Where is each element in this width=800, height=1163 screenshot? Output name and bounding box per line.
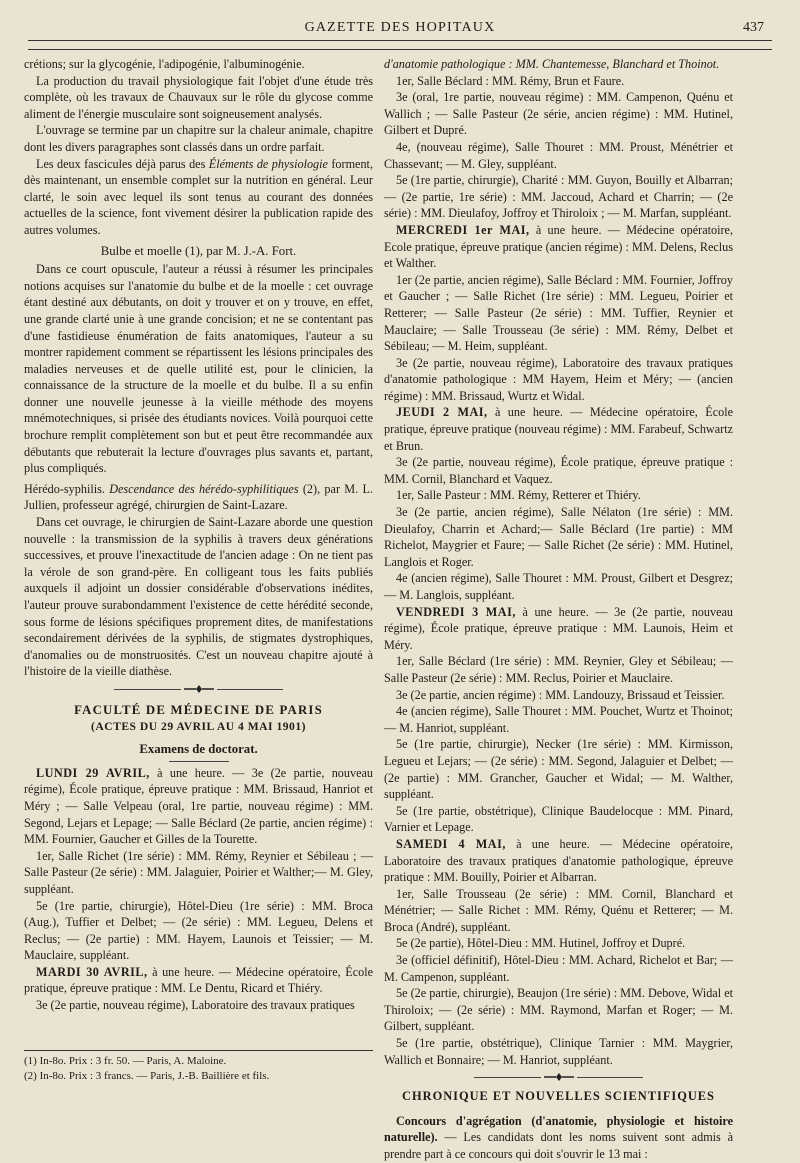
day-label: LUNDI 29 AVRIL,	[36, 765, 150, 780]
exam-entry: 5e (1re partie, chirurgie), Necker (1re série) : MM. Kirmisson, Legueu et Lejars; — (2e série) : MM. Segond, Jalaguier et Delbet; — (2e partie) : MM. Grancher, Gaucher et Widal; — M. Walther, suppléant.	[384, 737, 733, 802]
text-run: — Les candidats dont les noms suivent sont admis à prendre part à ce concours qui doit s'ouvrir le 13 mai :	[384, 1130, 733, 1161]
faculty-dates: (ACTES DU 29 AVRIL AU 4 MAI 1901)	[90, 719, 306, 733]
text-run: forment, dès maintenant, un ensemble complet sur la nutrition en général. Leur clarté, le soin avec lequel ils sont tenus au courant des données actuelles de la science, font vivement désirer la publication rapide des autres volumes.	[24, 156, 373, 237]
paragraph: Dans cet ouvrage, le chirurgien de Saint-Lazare aborde une question nouvelle : la transmission de la syphilis à travers deux générations successives, et prouve l'inexactitude de l'ancien adage : On ne tient pas la vérole de son grand-père. En colligeant tous les faits publiés auxquels il adjoint un dossier considérable d'observations inédites, l'auteur prouve surabondamment l'existence de cette hérédité seconde, sous forme de lésions spécifiques proprement dites, de manifestations secondairement dérivées de la syphilis, de stigmates dystrophiques, d'anomalies ou de monstruosités. C'est un nouveau chapitre ajouté à l'histoire de la vieille diathèse.	[24, 515, 373, 679]
short-divider	[169, 761, 229, 762]
day-label: MARDI 30 AVRIL,	[36, 964, 148, 979]
journal-title: GAZETTE DES HOPITAUX	[304, 20, 496, 35]
exam-entry	[384, 222, 733, 272]
exam-entry: 3e (officiel définitif), Hôtel-Dieu : MM. Achard, Richelot et Bar; — M. Campenon, suppléant.	[384, 953, 733, 984]
exam-entry	[24, 964, 373, 997]
book-title: Descendance des hérédo-syphilitiques	[109, 481, 299, 496]
day-label: VENDREDI 3 MAI,	[396, 604, 516, 619]
exam-entry: 5e (1re partie, chirurgie), Charité : MM. Guyon, Bouilly et Albarran; — (2e partie, 1re série) : MM. Jaccoud, Achard et Charrin; — (2e série) : MM. Dieulafoy, Joffroy et Thiroloix ; — M. Marfan, suppléant.	[384, 173, 733, 221]
paragraph: Dans ce court opuscule, l'auteur a réussi à résumer les principales notions acquises sur l'anatomie du bulbe et de la moelle : cet ouvrage étant destiné aux débutants, on doit y trouver et on y trouve, en effet, une grande clarté unie à une grande concision; et ne se contentant pas d'une fastidieuse énumération de faits anatomiques, l'auteur a su montrer rapidement comment se répartissent les lésions principales des maladies nerveuses et de quelle utilité est, pour le clinicien, la connaissance de la structure de la moelle et du bulbe. Il a su enfin donner une nouvelle jeunesse à la vieille méthode des moyens mnémotechniques, si prisée des étudiants novices. Voilà pourquoi cette brochure remplit complètement son but et peut être recommandée aux débutants que rebuterait la lecture d'ouvrages plus savants et, partant, plus compliqués.	[24, 262, 373, 476]
exam-entry: 4e (ancien régime), Salle Thouret : MM. Pouchet, Wurtz et Thoinot; — M. Hanriot, suppléant.	[384, 704, 733, 735]
exam-entry: 5e (2e partie), Hôtel-Dieu : MM. Hutinel, Joffroy et Dupré.	[396, 936, 686, 951]
ornament-icon	[541, 1070, 577, 1084]
exam-entry: 5e (2e partie, chirurgie), Beaujon (1re série) : MM. Debove, Widal et Thiroloix; — (2e série) : MM. Raymond, Marfan et Roger; — M. Gilbert, suppléant.	[384, 986, 733, 1034]
ornament-icon	[181, 682, 217, 696]
day-label: MERCREDI 1er MAI,	[396, 222, 530, 237]
exam-entry: 5e (1re partie, obstétrique), Clinique Tarnier : MM. Maygrier, Wallich et Bonnaire; — M. Hanriot, suppléant.	[384, 1036, 733, 1067]
text-run: à une heure. — 3e (2e partie, nouveau régime), École pratique, épreuve pratique : MM. Launois, Heim et Méry.	[384, 604, 733, 652]
exam-entry	[384, 404, 733, 454]
faculty-heading: FACULTÉ DE MÉDECINE DE PARIS	[74, 702, 323, 717]
exam-entry: 3e (2e partie, nouveau régime), Laboratoire des travaux pratiques	[36, 998, 355, 1013]
exam-entry: 3e (2e partie, ancien régime) : MM. Landouzy, Brissaud et Teissier.	[396, 687, 725, 702]
paragraph	[24, 156, 373, 239]
text-run: (2), par M. L. Jullien, professeur agrégé, chirurgien de Saint-Lazare.	[24, 481, 373, 513]
review-heading-heredo	[24, 481, 373, 514]
exam-entry: 1er, Salle Richet (1re série) : MM. Rémy, Reynier et Sébileau ; — Salle Pasteur (2e série) : MM. Jalaguier, Poirier et Walther;— M. Gley, suppléant.	[24, 848, 373, 896]
text-run: à une heure. — Médecine opératoire, Ecole pratique, épreuve pratique (ancien régime) : MM. Delens, Reclus et Walther.	[384, 222, 733, 271]
footnotes	[24, 1050, 373, 1084]
paragraph: L'ouvrage se termine par un chapitre sur la chaleur animale, chapitre dont les divers paragraphes sont classés dans un ordre parfait.	[24, 123, 373, 154]
exam-entry: 3e (2e partie, nouveau régime), École pratique, épreuve pratique : MM. Cornil, Blanchard et Vaquez.	[384, 455, 733, 486]
header-rule	[28, 40, 772, 41]
paragraph	[384, 1113, 733, 1163]
exam-entry: 4e (ancien régime), Salle Thouret : MM. Proust, Gilbert et Desgrez; — M. Langlois, suppléant.	[384, 571, 733, 602]
right-column	[384, 56, 733, 1161]
day-label: JEUDI 2 MAI,	[396, 405, 488, 420]
ornament-divider	[384, 1070, 733, 1084]
text-run: Les deux fascicules déjà parus des	[36, 156, 209, 171]
exam-entry: 1er, Salle Pasteur : MM. Rémy, Retterer et Thiéry.	[396, 488, 641, 503]
exam-entry: 5e (1re partie, obstétrique), Clinique Baudelocque : MM. Pinard, Varnier et Lepage.	[384, 803, 733, 835]
exam-entry	[384, 604, 733, 654]
exam-entry	[24, 765, 373, 848]
paragraph: La production du travail physiologique fait l'objet d'une étude très complète, où les travaux de Chauvaux sur le rôle du glycose comme aliment de l'énergie musculaire sont soigneusement analysés.	[24, 73, 373, 121]
exam-entry: 1er (2e partie, ancien régime), Salle Béclard : MM. Fournier, Joffroy et Gaucher ; — Salle Richet (1re série) : MM. Legueu, Poirier et Retterer; — Salle Pasteur (2e série) : MM. Tuffier, Reynier et Mauclaire; — Salle Trousseau (3e série) : MM. Rémy, Delbet et Sébileau; — M. Heim, suppléant.	[384, 272, 733, 354]
text-run: à une heure. — Médecine opératoire, École pratique, épreuve pratique : MM. Le Dentu, Ricard et Thiéry.	[24, 964, 374, 996]
footnote-1: (1) In-8o. Prix : 3 fr. 50. — Paris, A. Maloine.	[24, 1055, 227, 1067]
exam-entry: 5e (1re partie, chirurgie), Hôtel-Dieu (1re série) : MM. Broca (Aug.), Tuffier et Delbet; — (2e série) : MM. Legueu, Delens et Reclus; — (2e partie) : MM. Hayem, Launois et Teissier; — M. Mauclaire, suppléant.	[24, 898, 373, 963]
footnote-rule	[24, 1050, 373, 1051]
review-title: Hérédo-syphilis.	[24, 481, 105, 496]
review-title-bulbe: Bulbe et moelle (1), par M. J.-A. Fort.	[100, 243, 297, 258]
exam-entry: 1er, Salle Béclard (1re série) : MM. Reynier, Gley et Sébileau; — Salle Pasteur (2e série) : MM. Reclus, Poirier et Mauclaire.	[384, 654, 733, 685]
exam-entry	[384, 836, 733, 886]
left-column	[24, 56, 373, 1096]
concours-title: Concours d'agrégation (d'anatomie, physiologie et histoire naturelle).	[384, 1113, 733, 1145]
page-number: 437	[743, 20, 764, 35]
exam-entry: 1er, Salle Trousseau (2e série) : MM. Cornil, Blanchard et Ménétrier; — Salle Richet : MM. Rémy, Quénu et Retterer; — M. Broca (André), suppléant.	[384, 886, 733, 934]
paragraph: crétions; sur la glycogénie, l'adipogénie, l'albuminogénie.	[24, 57, 305, 71]
exam-entry: 4e, (nouveau régime), Salle Thouret : MM. Proust, Ménétrier et Chassevant; — M. Gley, suppléant.	[384, 139, 733, 171]
exam-entry: 3e (2e partie, nouveau régime), Laboratoire des travaux pratiques d'anatomie pathologique : MM Hayem, Heim et Méry; — (ancien régime) : MM. Brissaud, Wurtz et Widal.	[384, 355, 733, 403]
footnote-2: (2) In-8o. Prix : 3 francs. — Paris, J.-B. Baillière et fils.	[24, 1070, 270, 1082]
book-title: Éléments de physiologie	[208, 156, 328, 171]
section-heading-chronique: CHRONIQUE ET NOUVELLES SCIENTIFIQUES	[402, 1089, 715, 1104]
exam-entry: 3e (2e partie, ancien régime), Salle Nélaton (1re série) : MM. Dieulafoy, Charrin et Achard;— Salle Béclard (1re partie) : MM Richelot, Maygrier et Faure; — Salle Richet (2e série) : MM. Hutinel, Langlois et Roger.	[384, 505, 733, 569]
day-label: SAMEDI 4 MAI,	[396, 836, 506, 851]
text-run: à une heure. — Médecine opératoire, École pratique, épreuve pratique (nouveau régime) : MM. Farabeuf, Schwartz et Brun.	[384, 405, 733, 453]
exam-entry: 1er, Salle Béclard : MM. Rémy, Brun et Faure.	[396, 73, 625, 88]
ornament-divider	[24, 682, 373, 696]
text-run: à une heure. — 3e (2e partie, nouveau régime), École pratique, épreuve pratique : MM. Brissaud, Hanriot et Méry ; — Salle Velpeau (oral, 1re partie, nouveau régime) : MM. Segond, Lejars et Lepage; — Salle Béclard (2e partie, ancien régime) : MM. Fournier, Gaucher et Gilles de la Tourette.	[24, 765, 373, 847]
exam-entry: d'anatomie pathologique : MM. Chantemesse, Blanchard et Thoinot.	[384, 57, 720, 71]
header-rule-double	[28, 49, 772, 50]
exam-entry: 3e (oral, 1re partie, nouveau régime) : MM. Campenon, Quénu et Wallich ; — Salle Pasteur (2e série, ancien régime) : MM. Hutinel, Gilbert et Dupré.	[384, 90, 733, 138]
text-run: à une heure. — Médecine opératoire, Laboratoire des travaux pratiques d'anatomie pathologique, épreuve pratique : MM. Bouilly, Poirier et Albarran.	[384, 836, 733, 885]
exams-heading: Examens de doctorat.	[139, 742, 258, 757]
